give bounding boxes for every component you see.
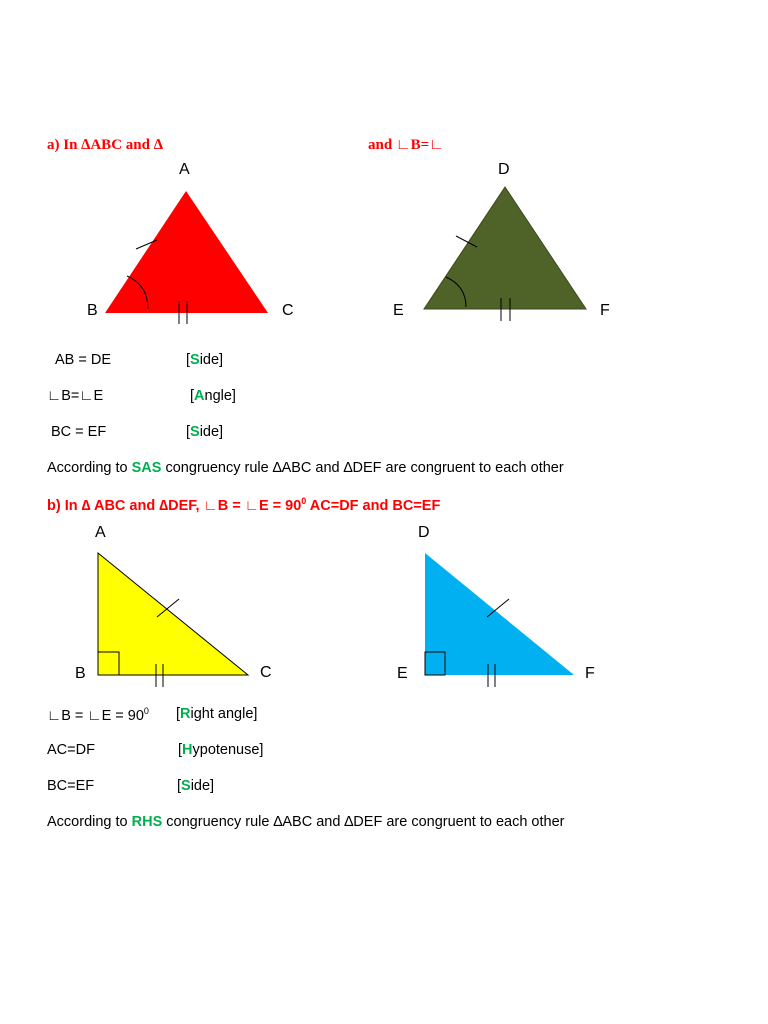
vertex-label-d-rhs: D [418,524,430,541]
vertex-label-f-rhs: F [585,665,595,682]
row-a2-reason: [Angle] [190,388,236,404]
row-b1-statement: ∟B = ∟E = $90^0$ [47,706,149,724]
row-a1-statement: AB = DE [55,352,112,368]
triangle-def-sas [424,187,586,309]
row-a3-statement: BC = EF [51,424,107,440]
vertex-label-e-rhs: E [397,665,408,682]
vertex-label-b: B [87,302,98,319]
vertex-label-e: E [393,302,404,319]
row-a3-reason: [Side] [186,424,224,440]
row-a2-statement: ∟B=∟E [47,388,104,404]
part-a-heading-right: and ∟B=∟ [368,137,444,153]
vertex-label-a-rhs: A [95,524,106,541]
row-b2-reason: [Hypotenuse] [178,742,264,758]
row-b3-statement: BC=EF [47,778,95,794]
row-b2-statement: AC=DF [47,742,95,758]
row-a1-reason: [Side] [186,352,224,368]
vertex-label-a: A [179,161,190,178]
vertex-label-d: D [498,161,510,178]
part-a-conclusion: According to SAS congruency rule ∆ABC and ∆DEF are congruent to each other [47,460,564,476]
vertex-label-b-rhs: B [75,665,86,682]
triangle-abc-sas [105,191,268,313]
vertex-label-f: F [600,302,610,319]
row-b3-reason: [Side] [177,778,215,794]
row-b1-reason: [Right angle] [176,706,258,722]
vertex-label-c-rhs: C [260,664,272,681]
part-b-conclusion: According to RHS congruency rule ∆ABC and ∆DEF are congruent to each other [47,814,565,830]
triangle-def-rhs [425,553,574,675]
part-b-heading: b) In ∆ ABC and ∆DEF, ∟B = ∟E = $90^0$ AC=DF and BC=EF [47,496,441,514]
triangle-abc-rhs [98,553,248,675]
part-a-heading-left: a) In ∆ABC and ∆ [47,137,163,153]
vertex-label-c: C [282,302,294,319]
